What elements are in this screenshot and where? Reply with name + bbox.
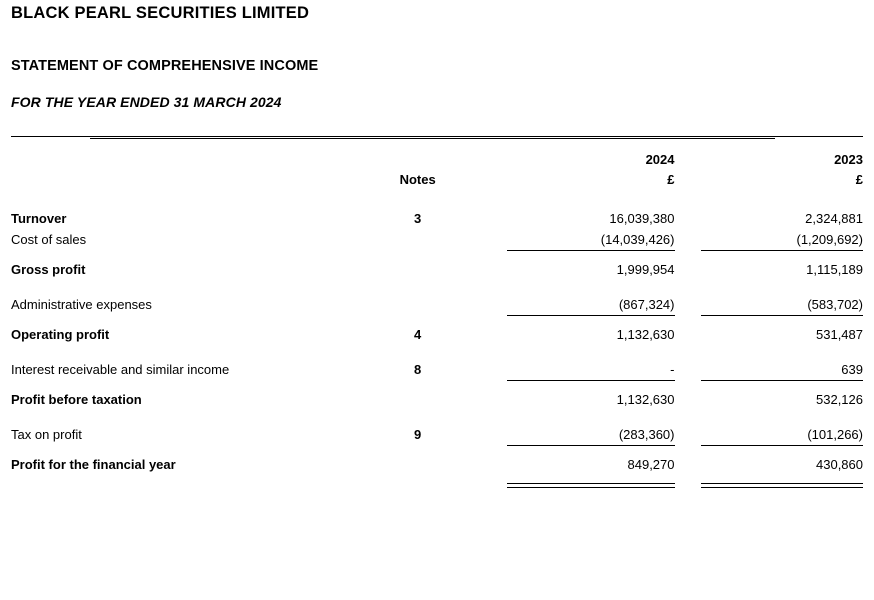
total-double-rule: [0, 483, 874, 492]
row-note: 3: [414, 211, 422, 226]
row-note: [388, 294, 447, 315]
row-value-2023: (583,702): [807, 297, 863, 312]
row-note: [388, 259, 447, 280]
income-statement-table: [0, 152, 874, 492]
row-value-2023: (101,266): [807, 427, 863, 442]
row-note: 4: [414, 327, 422, 342]
row-note: 8: [414, 362, 422, 377]
row-value-2024: 16,039,380: [609, 211, 675, 226]
row-value-2024: 1,999,954: [616, 262, 675, 277]
row-note: [388, 229, 447, 250]
table-row: [0, 389, 874, 410]
row-value-2024: (14,039,426): [600, 232, 675, 247]
table-row: [0, 424, 874, 445]
row-value-2024: (283,360): [618, 427, 675, 442]
period-heading: FOR THE YEAR ENDED 31 MARCH 2024: [11, 94, 282, 110]
row-value-2024: 1,132,630: [616, 392, 675, 407]
subtotal-rule: [0, 250, 874, 259]
header-divider: [11, 136, 863, 137]
row-label: Operating profit: [11, 327, 110, 342]
header-divider-secondary: [90, 138, 775, 139]
row-note: [388, 454, 447, 475]
row-note: [388, 389, 447, 410]
row-value-2023: (1,209,692): [796, 232, 863, 247]
row-value-2023: 430,860: [816, 457, 863, 472]
header-notes-blank: [388, 152, 447, 172]
table-header-years: [0, 152, 874, 172]
header-notes: Notes: [399, 172, 436, 187]
row-label: Interest receivable and similar income: [11, 362, 230, 377]
company-name: BLACK PEARL SECURITIES LIMITED: [11, 4, 310, 22]
subtotal-rule: [0, 315, 874, 324]
table-header-currency: [0, 172, 874, 194]
row-value-2023: 531,487: [816, 327, 863, 342]
header-currency-2023: £: [855, 172, 863, 187]
row-value-2024: 1,132,630: [616, 327, 675, 342]
row-label: Cost of sales: [11, 232, 87, 247]
row-note: 9: [414, 427, 422, 442]
row-value-2023: 2,324,881: [805, 211, 863, 226]
table-row: [0, 294, 874, 315]
row-label: Tax on profit: [11, 427, 82, 442]
table-row: [0, 359, 874, 380]
row-value-2024: 849,270: [627, 457, 675, 472]
header-currency-2024: £: [667, 172, 675, 187]
row-value-2024: -: [670, 362, 675, 377]
header-year-2024: 2024: [645, 152, 675, 167]
header-label-blank: [0, 152, 388, 172]
table-row: [0, 454, 874, 475]
table-row: [0, 229, 874, 250]
table-row: [0, 324, 874, 345]
row-value-2024: (867,324): [618, 297, 675, 312]
row-value-2023: 1,115,189: [806, 262, 863, 277]
row-label: Profit for the financial year: [11, 457, 176, 472]
row-label: Gross profit: [11, 262, 86, 277]
header-year-2023: 2023: [834, 152, 863, 167]
row-value-2023: 532,126: [816, 392, 863, 407]
row-label: Profit before taxation: [11, 392, 142, 407]
table-row: [0, 208, 874, 229]
row-label: Administrative expenses: [11, 297, 152, 312]
subtotal-rule: [0, 380, 874, 389]
statement-title: STATEMENT OF COMPREHENSIVE INCOME: [11, 58, 319, 74]
row-value-2023: 639: [841, 362, 863, 377]
subtotal-rule: [0, 445, 874, 454]
table-row: [0, 259, 874, 280]
row-label: Turnover: [11, 211, 67, 226]
